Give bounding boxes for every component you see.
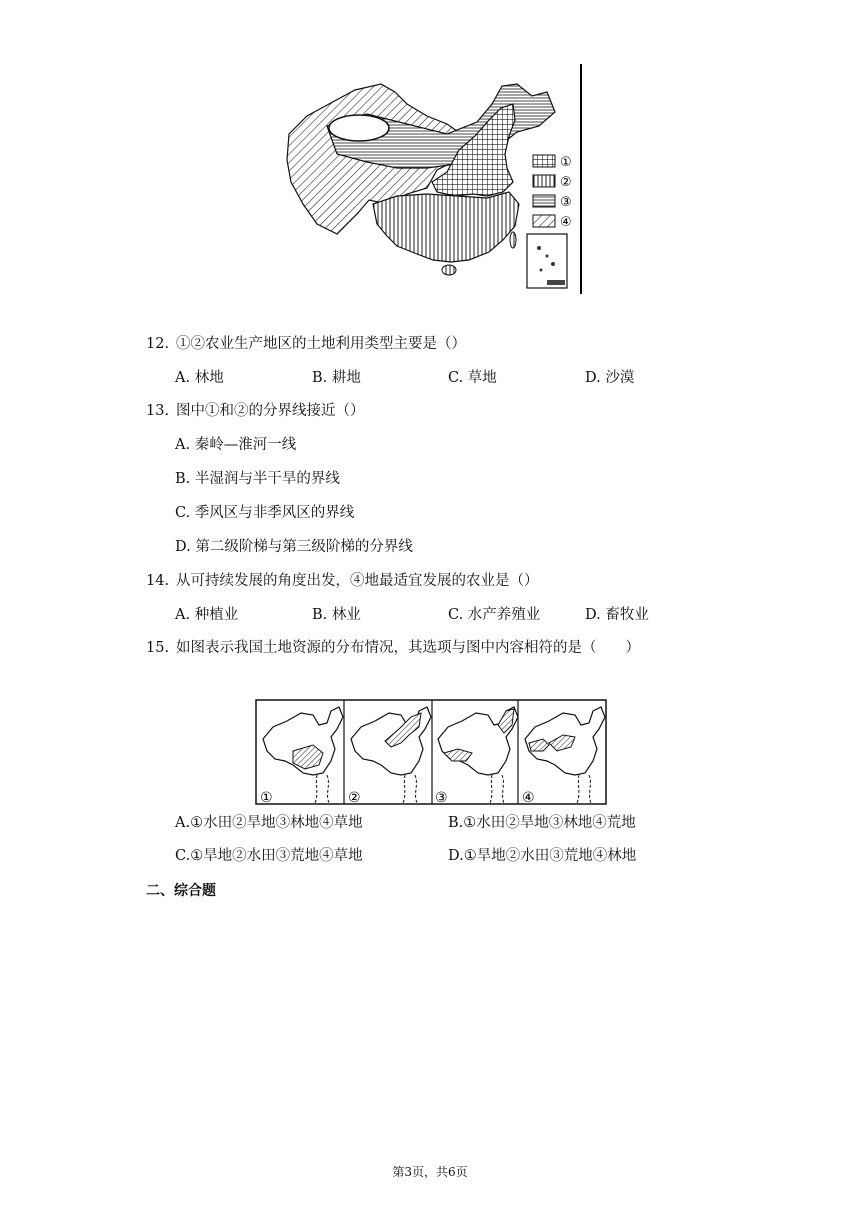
question-number: 13. [146,403,170,419]
option-letter: D. [175,539,191,555]
option-text: 半湿润与半干旱的界线 [194,471,340,487]
option-14b[interactable] [312,605,361,625]
option-text: 林地 [194,370,224,386]
option-15a[interactable] [175,813,363,833]
option-text: ①水田②旱地③林地④草地 [190,815,363,831]
option-text: ①旱地②水田③荒地④林地 [463,848,637,864]
option-letter: A. [175,815,191,831]
legend-label-1: ① [560,155,572,170]
legend-label-4: ④ [560,215,572,230]
panel-label-3: ③ [435,790,448,805]
option-12d[interactable] [585,368,634,388]
option-14c[interactable] [448,605,540,625]
south-sea-inset [527,234,567,288]
question-number: 12. [146,336,170,352]
option-text: 沙漠 [605,370,635,386]
option-15c[interactable] [175,846,363,866]
page-footer: 第3页，共6页 [392,1165,468,1179]
option-text: 种植业 [194,607,239,623]
question-number: 14. [146,573,170,589]
option-text: ①水田②旱地③林地④荒地 [463,815,636,831]
option-letter: A. [175,370,191,386]
question-number: 15. [146,640,170,656]
option-text: 耕地 [331,370,361,386]
option-text: ①旱地②水田③荒地④草地 [190,848,363,864]
option-text: 第二级阶梯与第三级阶梯的分界线 [195,539,413,555]
option-12b[interactable] [312,368,361,388]
legend-label-2: ② [560,175,572,190]
option-letter: C. [175,505,191,521]
question-15 [146,638,640,658]
question-text: ①②农业生产地区的土地利用类型主要是（） [176,336,466,352]
figure-land-resource-maps [255,699,607,805]
option-13d[interactable] [175,537,413,557]
option-13b[interactable] [175,469,340,489]
option-text: 草地 [467,370,497,386]
question-text: 如图表示我国土地资源的分布情况，其选项与图中内容相符的是（ ） [176,640,640,656]
option-text: 秦岭—淮河一线 [194,437,297,453]
figure-china-agriculture-map [277,64,585,294]
option-letter: C. [175,848,191,864]
panel-label-1: ① [260,790,273,805]
panel-label-4: ④ [522,790,535,805]
option-text: 水产养殖业 [467,607,541,623]
option-15d[interactable] [448,846,636,866]
option-15b[interactable] [448,813,636,833]
question-12 [146,334,466,354]
question-text: 从可持续发展的角度出发，④地最适宜发展的农业是（） [176,573,539,589]
option-letter: B. [312,370,328,386]
option-letter: C. [448,607,464,623]
option-letter: A. [175,437,191,453]
option-text: 季风区与非季风区的界线 [194,505,355,521]
question-text: 图中①和②的分界线接近（） [176,403,365,419]
option-letter: D. [585,370,601,386]
option-13a[interactable] [175,435,296,455]
option-letter: A. [175,607,191,623]
option-letter: B. [448,815,464,831]
option-14d[interactable] [585,605,649,625]
section-title: 二、综合题 [146,883,216,899]
option-14a[interactable] [175,605,238,625]
option-letter: B. [312,607,328,623]
option-13c[interactable] [175,503,354,523]
question-14 [146,571,539,591]
panel-label-2: ② [348,790,361,805]
option-letter: D. [585,607,601,623]
option-letter: B. [175,471,191,487]
option-12c[interactable] [448,368,497,388]
option-text: 畜牧业 [605,607,649,623]
option-12a[interactable] [175,368,224,388]
option-letter: D. [448,848,464,864]
option-text: 林业 [331,607,361,623]
option-letter: C. [448,370,464,386]
question-13 [146,401,365,421]
legend-label-3: ③ [560,195,572,210]
